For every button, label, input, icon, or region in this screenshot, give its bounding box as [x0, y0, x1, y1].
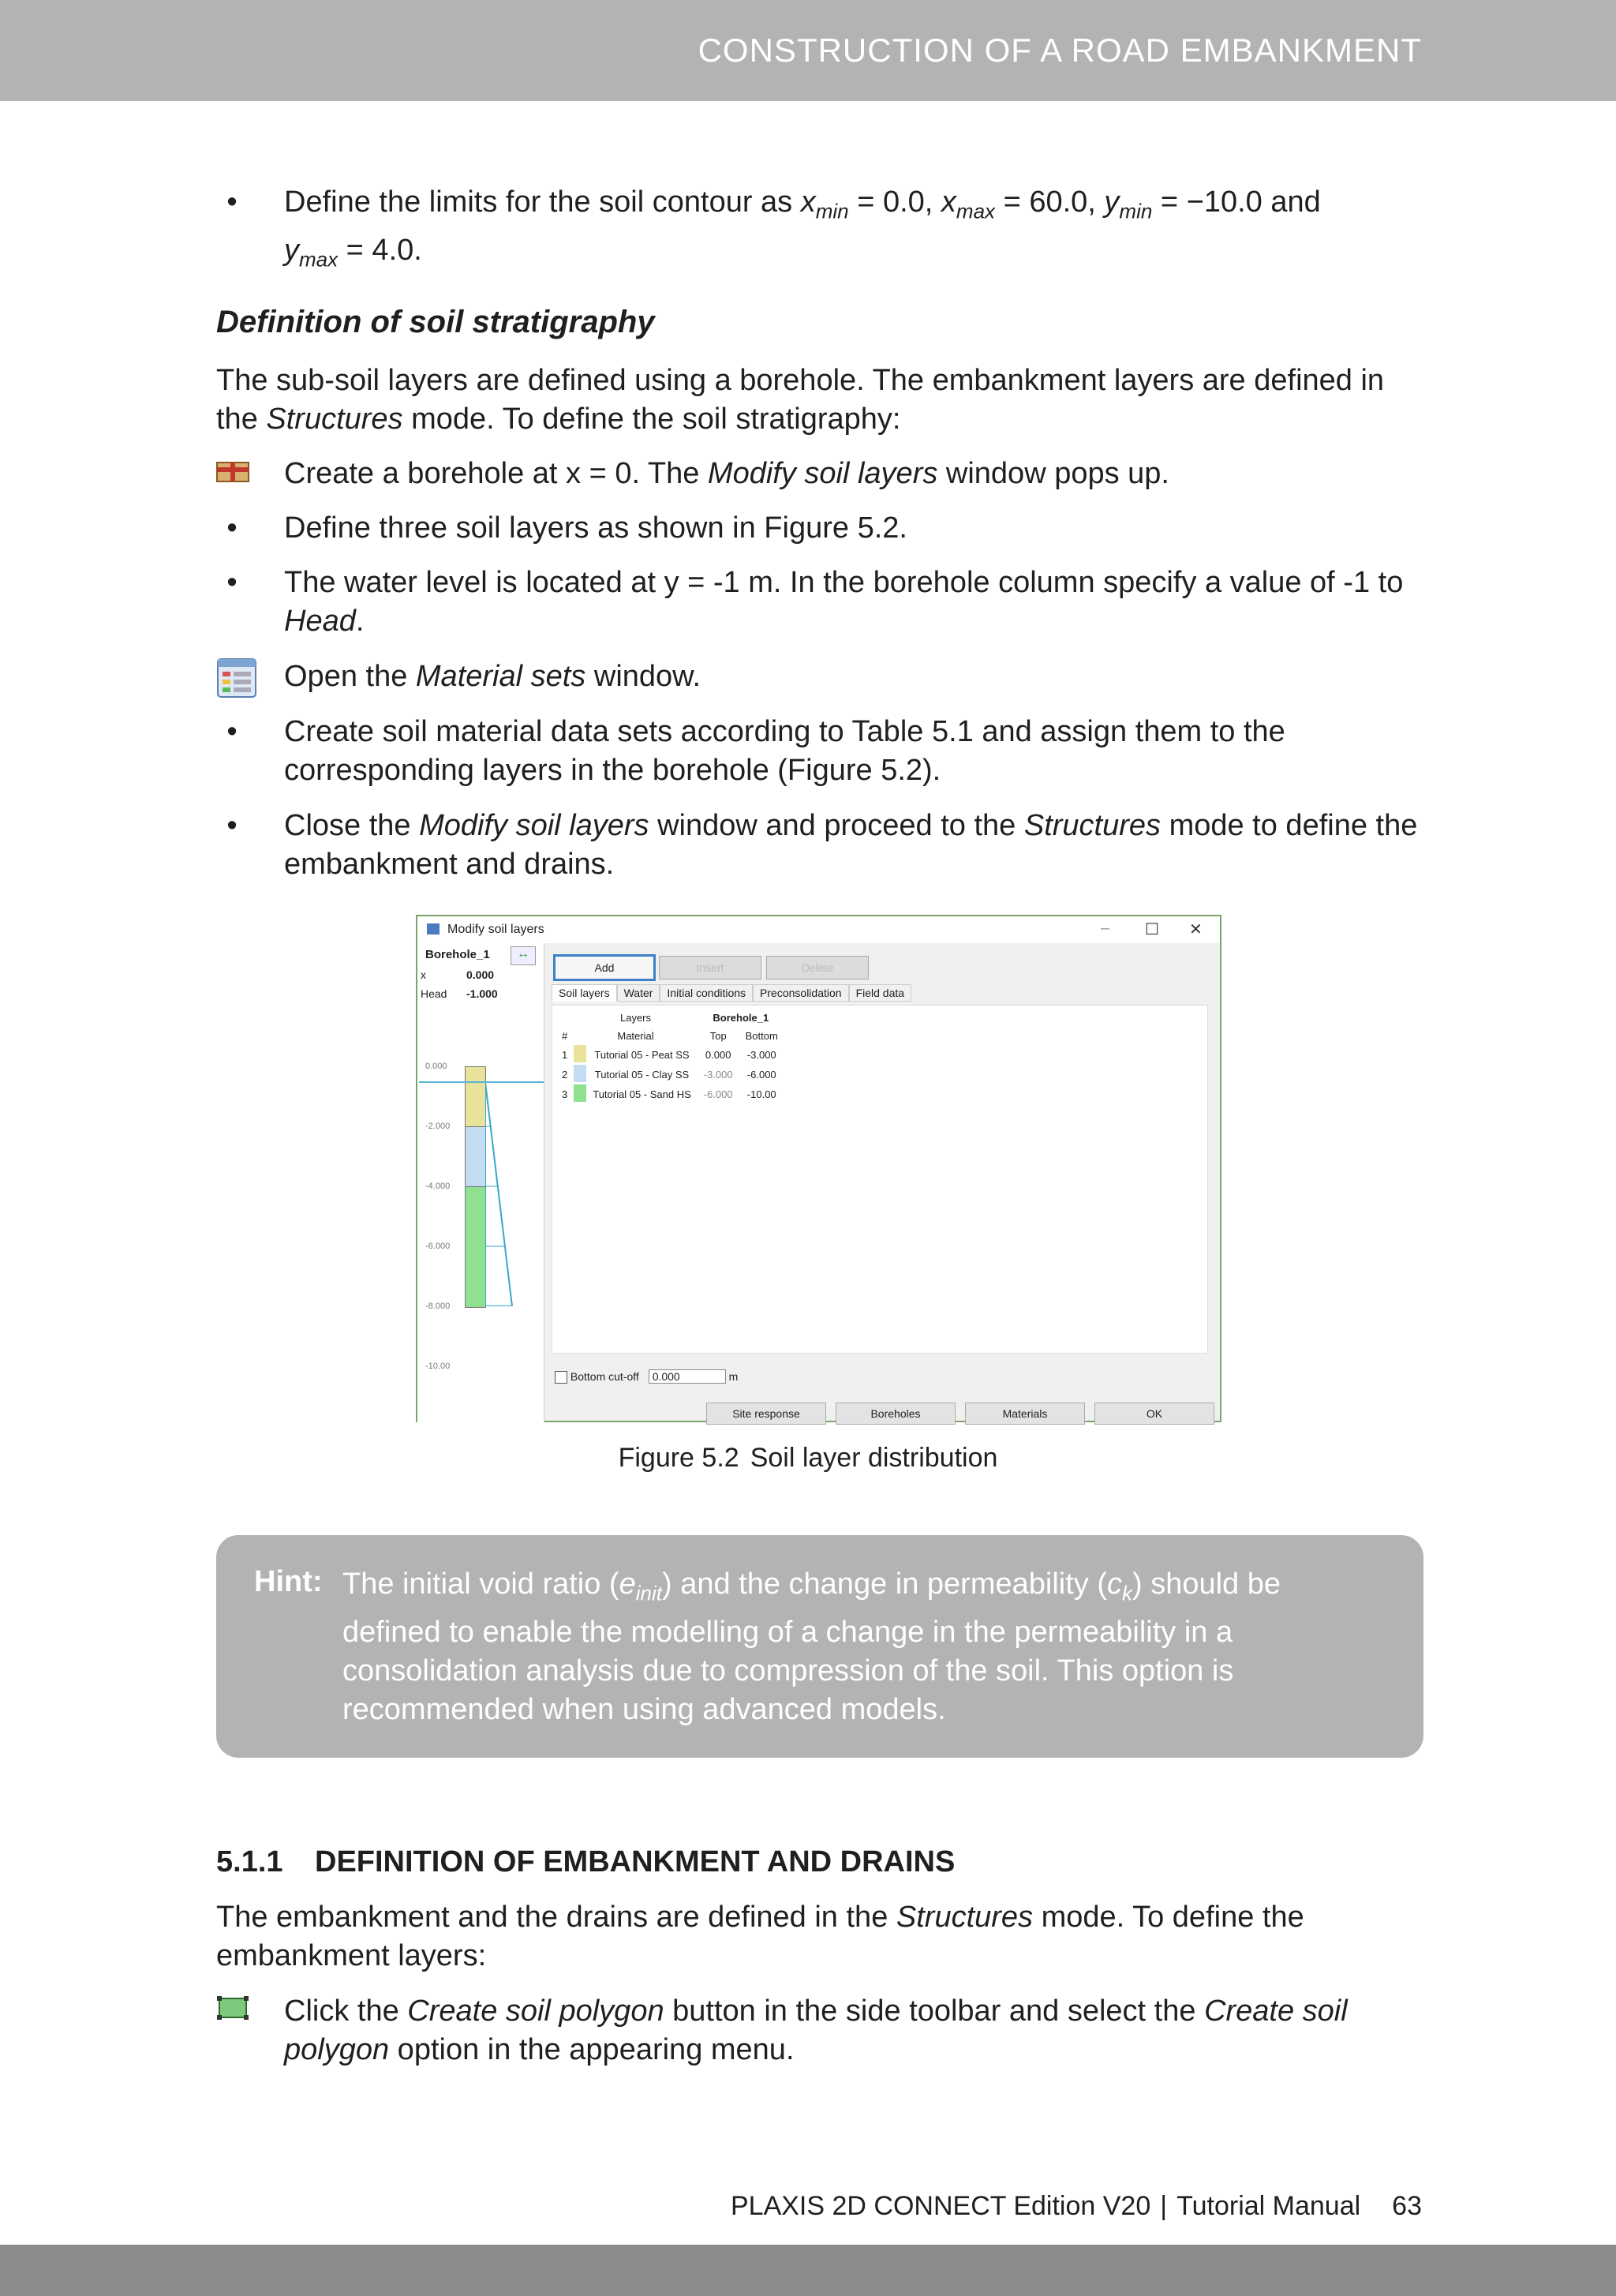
add-button[interactable]: Add [553, 954, 656, 981]
tab-initial-conditions[interactable]: Initial conditions [660, 984, 753, 1002]
window-title: Modify soil layers [447, 923, 544, 936]
depth-tick: -6.000 [425, 1242, 451, 1251]
tab-water[interactable]: Water [617, 984, 660, 1002]
depth-tick: 0.000 [425, 1062, 447, 1071]
depth-tick: -8.000 [425, 1302, 451, 1311]
section-intro-paragraph: The sub-soil layers are defined using a borehole. The embankment layers are defined in the Structures mode. To define the soil stratigraphy: [216, 364, 1385, 436]
borehole-layer-peat [465, 1066, 486, 1128]
column-header: Top [709, 1030, 727, 1042]
page-footer [731, 2191, 1422, 2222]
subsection-paragraph: The embankment and the drains are defined in the Structures mode. To define the embankment layers: [216, 1901, 1304, 1972]
layer-color-swatch [574, 1065, 586, 1082]
borehole-head-row: Head -1.000 [421, 987, 498, 1000]
borehole-icon [216, 455, 248, 493]
bullet-marker: • [226, 809, 238, 842]
bottom-cutoff-row [555, 1369, 738, 1384]
figure-label: Figure 5.2 [618, 1443, 739, 1473]
table-row[interactable]: 1 Tutorial 05 - Peat SS 0.000 -3.000 [556, 1045, 784, 1065]
footer-manual: Tutorial Manual [1176, 2191, 1361, 2221]
bullet-marker: • [226, 511, 238, 545]
close-icon[interactable]: ✕ [1189, 921, 1203, 938]
window-titlebar [417, 916, 1220, 943]
page-header-title: CONSTRUCTION OF A ROAD EMBANKMENT [698, 32, 1422, 69]
footer-product: PLAXIS 2D CONNECT Edition V20 [730, 2191, 1151, 2221]
group-header-layers: Layers [619, 1012, 652, 1024]
table-row[interactable]: 3 Tutorial 05 - Sand HS -6.000 -10.00 [556, 1084, 784, 1104]
subsection-heading [216, 1845, 955, 1879]
section-heading: Definition of soil stratigraphy [216, 305, 655, 339]
borehole-panel [417, 943, 544, 1422]
bottom-cutoff-checkbox[interactable] [555, 1371, 567, 1384]
bullet-marker: • [226, 566, 238, 599]
layers-table [552, 1005, 1208, 1354]
bullet-marker: • [226, 185, 238, 219]
ok-button[interactable]: OK [1094, 1403, 1214, 1425]
tab-strip [552, 984, 911, 1002]
materials-button[interactable]: Materials [965, 1403, 1085, 1425]
borehole-head-value[interactable]: -1.000 [466, 987, 498, 1000]
page-bottom-bar [0, 2245, 1616, 2296]
depth-tick: -4.000 [425, 1182, 451, 1191]
bottom-cutoff-input[interactable]: 0.000 [649, 1369, 726, 1384]
site-response-button[interactable]: Site response [706, 1403, 826, 1425]
tab-preconsolidation[interactable]: Preconsolidation [753, 984, 849, 1002]
delete-button[interactable]: Delete [766, 956, 869, 979]
hint-box [216, 1535, 1423, 1758]
borehole-x-row: x 0.000 [421, 968, 495, 981]
maximize-icon[interactable]: ☐ [1145, 921, 1159, 938]
hint-label: Hint: [254, 1565, 323, 1598]
intro-bullet-text: Define the limits for the soil contour as $x_{min} = 0.0$, $x_{max} = 60.0$, $y_{min} = -10.0$ and $y_{max} = 4.0$. [284, 185, 1321, 272]
figure-caption-text: Soil layer distribution [750, 1443, 998, 1473]
table-row[interactable]: 2 Tutorial 05 - Clay SS -3.000 -6.000 [556, 1065, 784, 1084]
depth-tick: -2.000 [425, 1122, 451, 1131]
page-number: 63 [1392, 2191, 1422, 2221]
borehole-layer-sand [465, 1186, 486, 1308]
swap-arrows-icon[interactable]: ↔ [511, 946, 536, 965]
layer-color-swatch [574, 1084, 586, 1102]
page-header-bar [0, 0, 1616, 101]
layer-color-swatch [574, 1045, 586, 1062]
subsection-number: 5.1.1 [216, 1845, 283, 1878]
column-header: Bottom [745, 1030, 778, 1042]
pore-pressure-diagram [485, 1066, 517, 1306]
bottom-cutoff-label: Bottom cut-off [570, 1370, 639, 1383]
minimize-icon[interactable]: – [1101, 920, 1110, 937]
modify-soil-layers-window [416, 915, 1221, 1422]
layers-panel [552, 943, 1216, 1420]
insert-button[interactable]: Insert [659, 956, 761, 979]
bottom-cutoff-unit: m [728, 1370, 739, 1383]
subsection-title: DEFINITION OF EMBANKMENT AND DRAINS [315, 1845, 956, 1878]
material-sets-icon [216, 657, 248, 709]
borehole-x-value[interactable]: 0.000 [466, 968, 495, 981]
borehole-layer-clay [465, 1126, 486, 1188]
app-icon [427, 923, 440, 935]
bullet-marker: • [226, 715, 238, 748]
footer-separator: | [1160, 2191, 1168, 2221]
boreholes-button[interactable]: Boreholes [836, 1403, 956, 1425]
borehole-name: Borehole_1 [425, 948, 490, 961]
tab-field-data[interactable]: Field data [849, 984, 911, 1002]
soil-polygon-icon [216, 1992, 248, 2034]
group-header-borehole: Borehole_1 [713, 1012, 769, 1024]
figure-caption [0, 1443, 1616, 1474]
water-level-line [419, 1081, 544, 1083]
column-header: # [562, 1030, 568, 1042]
tab-soil-layers[interactable]: Soil layers [552, 984, 617, 1002]
hint-text: The initial void ratio $(e_{init})$ and the change in permeability $(c_k)$ should be defined to enable the modelling of a change in the permeability in a consolidation analysis due to compression of the soil. This option is recommended when using advanced models. [342, 1567, 1281, 1726]
column-header: Material [617, 1030, 654, 1042]
depth-tick: -10.00 [425, 1361, 451, 1371]
